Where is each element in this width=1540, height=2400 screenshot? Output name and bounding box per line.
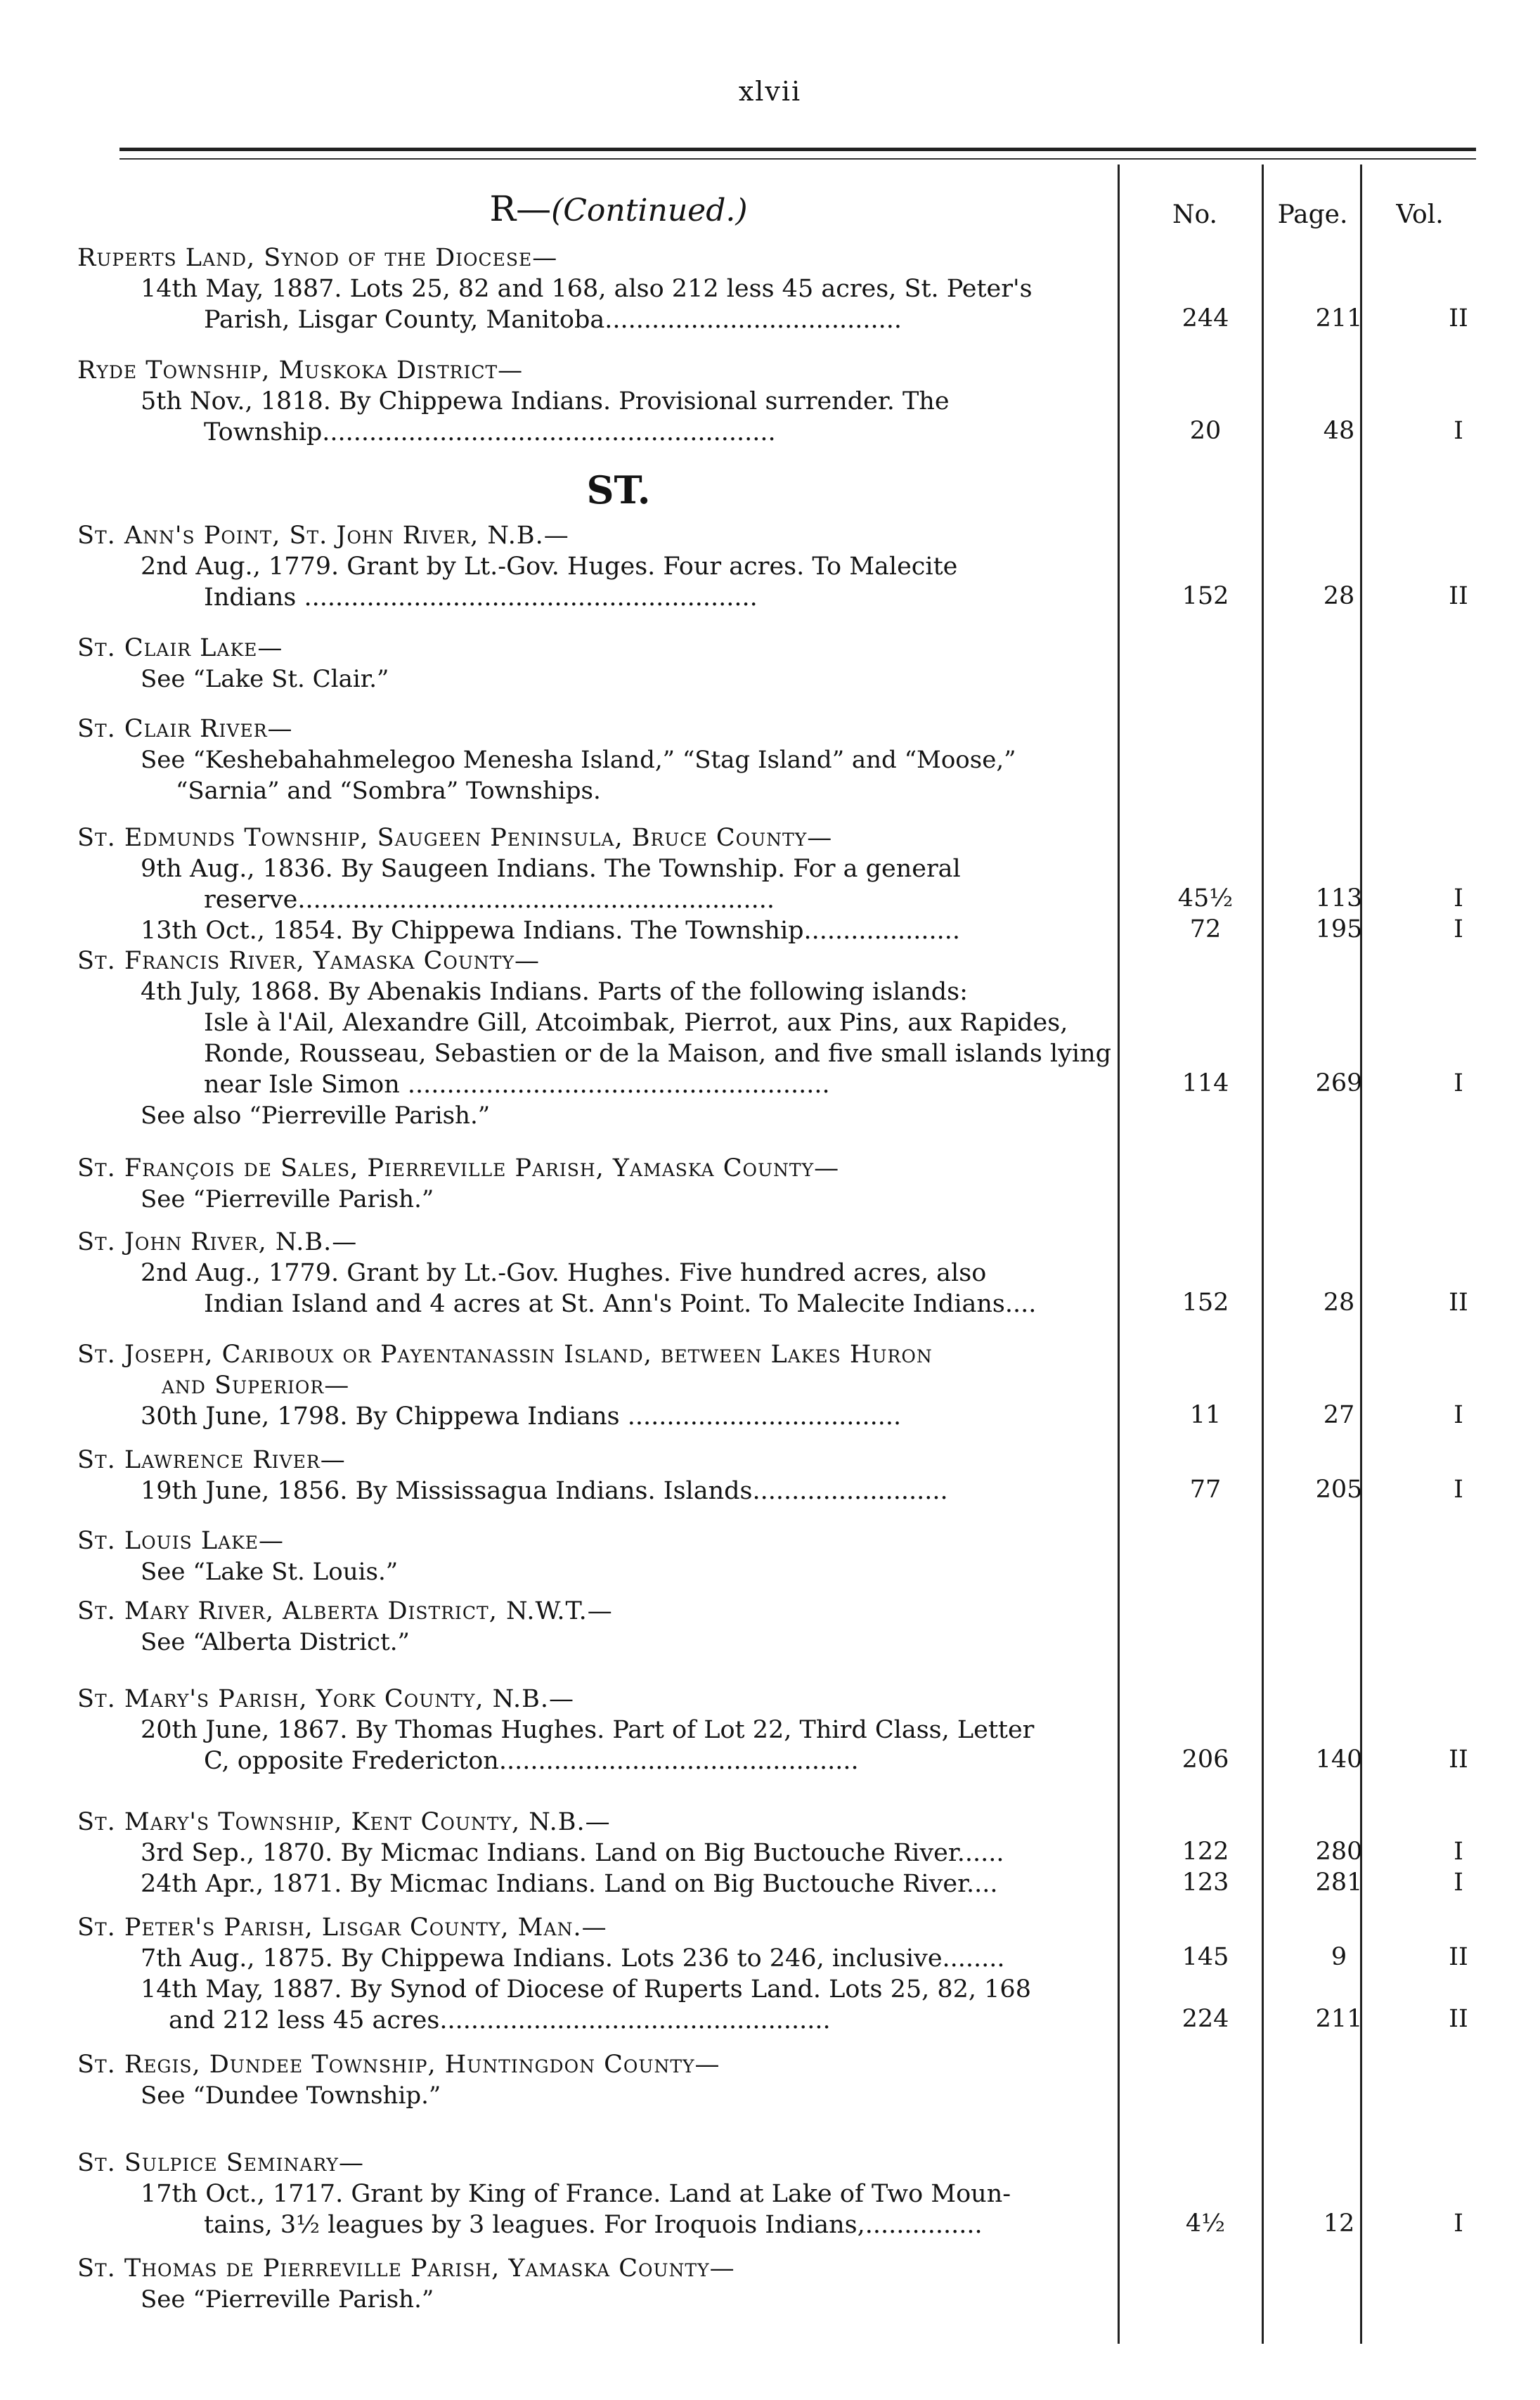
see-reference: See “Lake St. Louis.”	[141, 1558, 399, 1586]
volume-ref: II	[1449, 2005, 1468, 2033]
entry-title: St. Edmunds Township, Saugeen Peninsula, Bruce County—	[77, 824, 833, 852]
treaty-number: 72	[1189, 915, 1222, 943]
entry-line: 3rd Sep., 1870. By Micmac Indians. Land on Big Buctouche River......	[141, 1839, 1004, 1867]
entry-line: 17th Oct., 1717. Grant by King of France. Land at Lake of Two Moun-	[141, 2180, 1011, 2208]
entry-line: Ronde, Rousseau, Sebastien or de la Maison, and five small islands lying	[204, 1040, 1112, 1068]
index-entry	[77, 1525, 1132, 1587]
entry-line: 13th Oct., 1854. By Chippewa Indians. The Township....................	[141, 917, 961, 945]
see-reference: See also “Pierreville Parish.”	[141, 1102, 491, 1130]
entry-line: 30th June, 1798. By Chippewa Indians ...................................	[141, 1402, 902, 1431]
page-number: xlvii	[738, 76, 802, 107]
page-ref: 269	[1315, 1069, 1363, 1097]
treaty-number: 45½	[1177, 884, 1234, 912]
page-ref: 113	[1315, 884, 1363, 912]
volume-ref: I	[1454, 2209, 1463, 2238]
entry-title: St. François de Sales, Pierreville Parish, Yamaska County—	[77, 1154, 840, 1182]
entry-title: St. John River, N.B.—	[77, 1228, 358, 1256]
entry-line: 19th June, 1856. By Mississagua Indians. Islands.........................	[141, 1477, 948, 1505]
index-entry	[77, 355, 1132, 448]
entry-title: St. Clair River—	[77, 715, 293, 743]
index-entry	[77, 822, 1132, 946]
section-letter: R—	[489, 188, 552, 229]
entry-line: 4th July, 1868. By Abenakis Indians. Parts of the following islands:	[141, 978, 968, 1006]
page-ref: 140	[1315, 1746, 1363, 1774]
entry-title: St. Mary's Parish, York County, N.B.—	[77, 1685, 574, 1713]
see-reference: “Sarnia” and “Sombra” Townships.	[176, 777, 601, 805]
index-entry	[77, 633, 1132, 695]
page-ref: 205	[1315, 1476, 1363, 1504]
section-heading	[119, 188, 1118, 229]
treaty-number: 114	[1182, 1069, 1229, 1097]
entry-title: St. Francis River, Yamaska County—	[77, 947, 540, 975]
volume-ref: I	[1454, 915, 1463, 943]
treaty-number: 20	[1189, 417, 1222, 445]
entry-line: tains, 3½ leagues by 3 leagues. For Iroquois Indians,...............	[204, 2211, 983, 2239]
volume-ref: I	[1454, 1838, 1463, 1866]
entry-title: St. Peter's Parish, Lisgar County, Man.—	[77, 1914, 607, 1942]
volume-ref: II	[1449, 1289, 1468, 1317]
treaty-number: 244	[1182, 304, 1229, 333]
page-ref: 195	[1315, 915, 1363, 943]
entry-line: 5th Nov., 1818. By Chippewa Indians. Provisional surrender. The	[141, 387, 950, 415]
treaty-number: 77	[1189, 1476, 1222, 1504]
entry-title: St. Ann's Point, St. John River, N.B.—	[77, 522, 569, 550]
entry-title: St. Joseph, Cariboux or Payentanassin Island, between Lakes Huron	[77, 1341, 933, 1369]
page-ref: 9	[1331, 1943, 1347, 1971]
entry-title-continued: and Superior—	[162, 1372, 350, 1400]
subsection-heading: ST.	[586, 467, 651, 512]
index-entry	[77, 520, 1132, 613]
entry-line: and 212 less 45 acres..................................................	[169, 2006, 831, 2034]
entry-line: 14th May, 1887. Lots 25, 82 and 168, also 212 less 45 acres, St. Peter's	[141, 275, 1033, 303]
entry-line: Isle à l'Ail, Alexandre Gill, Atcoimbak, Pierrot, aux Pins, aux Rapides,	[204, 1009, 1068, 1037]
column-header-no: No.	[1172, 200, 1217, 229]
entry-line: Indian Island and 4 acres at St. Ann's Point. To Malecite Indians....	[204, 1290, 1037, 1318]
volume-ref: II	[1449, 1746, 1468, 1774]
column-header-page: Page.	[1277, 200, 1348, 229]
index-entry	[77, 946, 1132, 1131]
see-reference: See “Dundee Township.”	[141, 2082, 441, 2110]
treaty-number: 224	[1182, 2005, 1229, 2033]
entry-line: 14th May, 1887. By Synod of Diocese of Ruperts Land. Lots 25, 82, 168	[141, 1975, 1031, 2004]
volume-ref: II	[1449, 582, 1468, 610]
entry-line: Indians ..........................................................	[204, 583, 758, 612]
page-ref: 12	[1323, 2209, 1355, 2238]
index-entry	[77, 1912, 1132, 2036]
volume-ref: I	[1454, 1401, 1463, 1429]
entry-line: 24th Apr., 1871. By Micmac Indians. Land on Big Buctouche River....	[141, 1870, 998, 1898]
index-entry	[77, 1153, 1132, 1215]
entry-line: Parish, Lisgar County, Manitoba......................................	[204, 306, 902, 334]
see-reference: See “Pierreville Parish.”	[141, 2285, 434, 2314]
index-entry	[77, 2049, 1132, 2111]
page-ref: 280	[1315, 1838, 1363, 1866]
page-ref: 27	[1323, 1401, 1355, 1429]
page-ref: 28	[1323, 582, 1355, 610]
index-entry	[77, 1807, 1132, 1899]
index-entry	[77, 2253, 1132, 2315]
entry-line: near Isle Simon ......................................................	[204, 1071, 830, 1099]
entry-line: 20th June, 1867. By Thomas Hughes. Part of Lot 22, Third Class, Letter	[141, 1716, 1035, 1744]
volume-ref: I	[1454, 1069, 1463, 1097]
index-entry	[77, 1445, 1132, 1507]
treaty-number: 4½	[1185, 2209, 1226, 2238]
treaty-number: 145	[1182, 1943, 1229, 1971]
index-entry	[77, 1339, 1132, 1432]
entry-line: C, opposite Fredericton..............................................	[204, 1747, 859, 1775]
see-reference: See “Keshebahahmelegoo Menesha Island,” “Stag Island” and “Moose,”	[141, 746, 1016, 774]
entry-line: 2nd Aug., 1779. Grant by Lt.-Gov. Hughes. Five hundred acres, also	[141, 1259, 987, 1287]
entry-title: St. Louis Lake—	[77, 1527, 285, 1555]
index-entry	[77, 1684, 1132, 1776]
entry-title: St. Mary's Township, Kent County, N.B.—	[77, 1808, 611, 1836]
treaty-number: 11	[1189, 1401, 1222, 1429]
entry-title: St. Lawrence River—	[77, 1446, 346, 1474]
index-entry	[77, 714, 1132, 806]
see-reference: See “Alberta District.”	[141, 1628, 410, 1656]
entry-title: St. Mary River, Alberta District, N.W.T.—	[77, 1597, 613, 1625]
section-suffix: (Continued.)	[551, 193, 748, 228]
volume-ref: I	[1454, 1869, 1463, 1897]
entry-line: Township..........................................................	[204, 418, 776, 446]
volume-ref: I	[1454, 884, 1463, 912]
page-ref: 48	[1323, 417, 1355, 445]
page-ref: 281	[1315, 1869, 1363, 1897]
page-ref: 211	[1315, 304, 1363, 333]
index-entry	[77, 2148, 1132, 2240]
index-entry	[77, 243, 1132, 335]
entry-line: reserve.............................................................	[204, 886, 775, 914]
volume-ref: II	[1449, 1943, 1468, 1971]
volume-ref: I	[1454, 417, 1463, 445]
see-reference: See “Lake St. Clair.”	[141, 665, 389, 693]
entry-title: St. Thomas de Pierreville Parish, Yamaska County—	[77, 2254, 735, 2283]
column-header-vol: Vol.	[1396, 200, 1444, 229]
page-ref: 28	[1323, 1289, 1355, 1317]
entry-title: St. Clair Lake—	[77, 634, 283, 662]
index-entry	[77, 1596, 1132, 1658]
volume-ref: I	[1454, 1476, 1463, 1504]
page-ref: 211	[1315, 2005, 1363, 2033]
index-entry	[77, 1227, 1132, 1320]
see-reference: See “Pierreville Parish.”	[141, 1185, 434, 1213]
treaty-number: 122	[1182, 1838, 1229, 1866]
entry-line: 9th Aug., 1836. By Saugeen Indians. The Township. For a general	[141, 855, 961, 883]
entry-line: 7th Aug., 1875. By Chippewa Indians. Lots 236 to 246, inclusive........	[141, 1944, 1005, 1973]
volume-ref: II	[1449, 304, 1468, 333]
entry-title: Ruperts Land, Synod of the Diocese—	[77, 244, 558, 272]
entry-title: Ryde Township, Muskoka District—	[77, 356, 524, 385]
header-rule-thin	[119, 158, 1476, 160]
treaty-number: 152	[1182, 1289, 1229, 1317]
treaty-number: 206	[1182, 1746, 1229, 1774]
treaty-number: 152	[1182, 582, 1229, 610]
treaty-number: 123	[1182, 1869, 1229, 1897]
entry-title: St. Sulpice Seminary—	[77, 2149, 364, 2177]
entry-line: 2nd Aug., 1779. Grant by Lt.-Gov. Huges. Four acres. To Malecite	[141, 553, 958, 581]
header-rule	[119, 148, 1476, 151]
entry-title: St. Regis, Dundee Township, Huntingdon County—	[77, 2051, 720, 2079]
